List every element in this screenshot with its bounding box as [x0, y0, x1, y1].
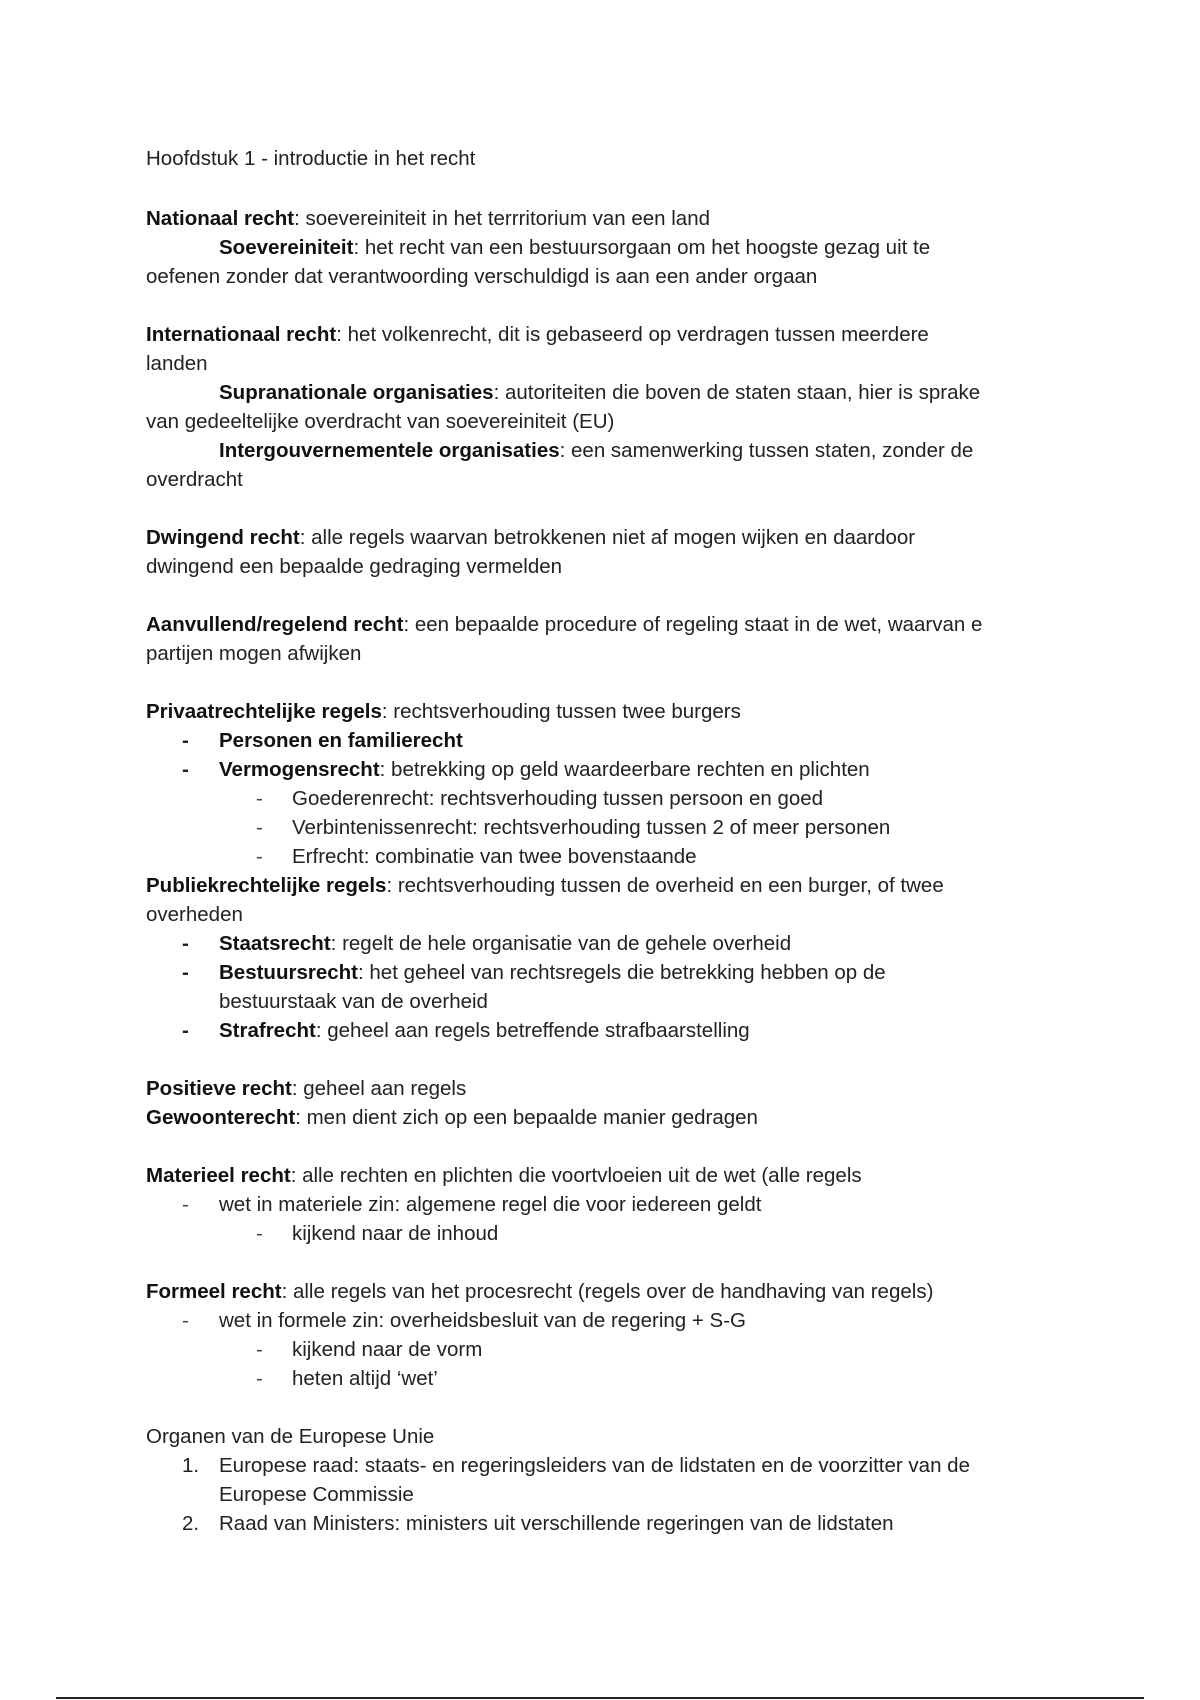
bestuursrecht-continued: bestuurstaak van de overheid	[219, 990, 488, 1013]
item-text: wet in formele zin: overheidsbesluit van de regering + S-G	[219, 1309, 747, 1332]
soevereiniteit-continued: oefenen zonder dat verantwoording verschuldigd is aan een ander orgaan	[146, 265, 818, 288]
sub-item-heten-wet	[146, 1364, 1076, 1393]
item-text: Goederenrecht: rechtsverhouding tussen persoon en goed	[292, 787, 824, 810]
term: Materieel recht	[146, 1164, 291, 1187]
definition: : alle regels waarvan betrokkenen niet af mogen wijken en daardoor	[299, 526, 916, 549]
definition: : het geheel van rechtsregels die betrekking hebben op de	[358, 961, 886, 984]
term: Positieve recht	[146, 1077, 292, 1100]
formeel-recht	[146, 1277, 1076, 1306]
term: Supranationale organisaties	[219, 381, 494, 404]
europese-raad-continued: Europese Commissie	[219, 1483, 414, 1506]
sub-item-erfrecht	[146, 842, 1076, 871]
list-item-personen	[146, 726, 1076, 755]
definition: : betrekking op geld waardeerbare rechten en plichten	[379, 758, 870, 781]
definition: : geheel aan regels betreffende strafbaarstelling	[315, 1019, 750, 1042]
document-body	[146, 144, 1076, 1538]
aanvullend-continued: partijen mogen afwijken	[146, 642, 362, 665]
definition: : een bepaalde procedure of regeling staat in de wet, waarvan e	[403, 613, 983, 636]
bullet-dash-icon: -	[256, 1338, 263, 1361]
soevereiniteit	[146, 233, 1076, 262]
definition: : soevereiniteit in het terrritorium van een land	[294, 207, 711, 230]
bullet-dash-icon: -	[256, 787, 263, 810]
sub-item-inhoud	[146, 1219, 1076, 1248]
definition: : men dient zich op een bepaalde manier gedragen	[295, 1106, 758, 1129]
bullet-dash-icon: -	[182, 961, 189, 984]
term: Aanvullend/regelend recht	[146, 613, 404, 636]
gewoonterecht	[146, 1103, 1076, 1132]
list-item-vermogensrecht	[146, 755, 1076, 784]
definition: : regelt de hele organisatie van de gehele overheid	[330, 932, 792, 955]
positieve-recht	[146, 1074, 1076, 1103]
bullet-dash-icon: -	[256, 1222, 263, 1245]
intergouvernementele-organisaties	[146, 436, 1076, 465]
item-text: kijkend naar de vorm	[292, 1338, 483, 1361]
bullet-dash-icon: -	[256, 845, 263, 868]
sub-item-vorm	[146, 1335, 1076, 1364]
bullet-dash-icon: -	[256, 816, 263, 839]
dwingend-recht	[146, 523, 1076, 552]
bullet-dash-icon: -	[182, 758, 189, 781]
aanvullend-recht	[146, 610, 1076, 639]
sub-item-verbintenissenrecht	[146, 813, 1076, 842]
dwingend-continued: dwingend een bepaalde gedraging vermelden	[146, 555, 563, 578]
term: Publiekrechtelijke regels	[146, 874, 387, 897]
item-text: Personen en familierecht	[219, 729, 463, 752]
term: Formeel recht	[146, 1280, 282, 1303]
privaatrechtelijke-regels	[146, 697, 1076, 726]
sub-item-goederenrecht	[146, 784, 1076, 813]
internationaal-recht	[146, 320, 1076, 349]
definition: : het recht van een bestuursorgaan om het hoogste gezag uit te	[353, 236, 931, 259]
term: Nationaal recht	[146, 207, 295, 230]
term: Intergouvernementele organisaties	[219, 439, 560, 462]
bullet-dash-icon: -	[182, 1019, 189, 1042]
numbered-item-europese-raad	[146, 1451, 1076, 1480]
list-item-wet-formele-zin	[146, 1306, 1076, 1335]
list-item-wet-materiele-zin	[146, 1190, 1076, 1219]
publiekrechtelijke-continued: overheden	[146, 903, 243, 926]
item-text: wet in materiele zin: algemene regel die voor iedereen geldt	[219, 1193, 762, 1216]
term: Soevereiniteit	[219, 236, 354, 259]
term: Dwingend recht	[146, 526, 300, 549]
page-title: Hoofdstuk 1 - introductie in het recht	[146, 147, 476, 170]
term: Gewoonterecht	[146, 1106, 296, 1129]
list-item-bestuursrecht	[146, 958, 1076, 987]
intergouvernementele-continued: overdracht	[146, 468, 243, 491]
bullet-dash-icon: -	[182, 729, 189, 752]
term: Bestuursrecht	[219, 961, 358, 984]
bullet-dash-icon: -	[182, 1309, 189, 1332]
term: Vermogensrecht	[219, 758, 380, 781]
section-heading-organen: Organen van de Europese Unie	[146, 1425, 435, 1448]
definition: : geheel aan regels	[291, 1077, 467, 1100]
item-text: Erfrecht: combinatie van twee bovenstaande	[292, 845, 697, 868]
term: Staatsrecht	[219, 932, 331, 955]
definition: : rechtsverhouding tussen de overheid en een burger, of twee	[386, 874, 944, 897]
item-text: kijkend naar de inhoud	[292, 1222, 499, 1245]
supranationale-organisaties	[146, 378, 1076, 407]
term: Privaatrechtelijke regels	[146, 700, 382, 723]
list-number: 1.	[182, 1454, 200, 1477]
numbered-item-raad-van-ministers	[146, 1509, 1076, 1538]
bullet-dash-icon: -	[182, 932, 189, 955]
materieel-recht	[146, 1161, 1076, 1190]
item-text: heten altijd ‘wet’	[292, 1367, 438, 1390]
definition: : een samenwerking tussen staten, zonder de	[559, 439, 974, 462]
nationaal-recht	[146, 204, 1076, 233]
list-item-strafrecht	[146, 1016, 1076, 1045]
term: Strafrecht	[219, 1019, 316, 1042]
definition: : het volkenrecht, dit is gebaseerd op verdragen tussen meerdere	[336, 323, 929, 346]
item-text: Verbintenissenrecht: rechtsverhouding tussen 2 of meer personen	[292, 816, 891, 839]
publiekrechtelijke-regels	[146, 871, 1076, 900]
item-text: Europese raad: staats- en regeringsleiders van de lidstaten en de voorzitter van de	[219, 1454, 970, 1477]
list-item-staatsrecht	[146, 929, 1076, 958]
bullet-dash-icon: -	[256, 1367, 263, 1390]
page-bottom-divider	[56, 1697, 1144, 1699]
definition: : alle rechten en plichten die voortvloeien uit de wet (alle regels	[290, 1164, 862, 1187]
definition: : alle regels van het procesrecht (regels over de handhaving van regels)	[281, 1280, 934, 1303]
bullet-dash-icon: -	[182, 1193, 189, 1216]
internationaal-continued: landen	[146, 352, 208, 375]
item-text: Raad van Ministers: ministers uit verschillende regeringen van de lidstaten	[219, 1512, 894, 1535]
term: Internationaal recht	[146, 323, 337, 346]
supranationale-continued: van gedeeltelijke overdracht van soevereiniteit (EU)	[146, 410, 615, 433]
list-number: 2.	[182, 1512, 200, 1535]
definition: : rechtsverhouding tussen twee burgers	[381, 700, 741, 723]
definition: : autoriteiten die boven de staten staan, hier is sprake	[493, 381, 981, 404]
